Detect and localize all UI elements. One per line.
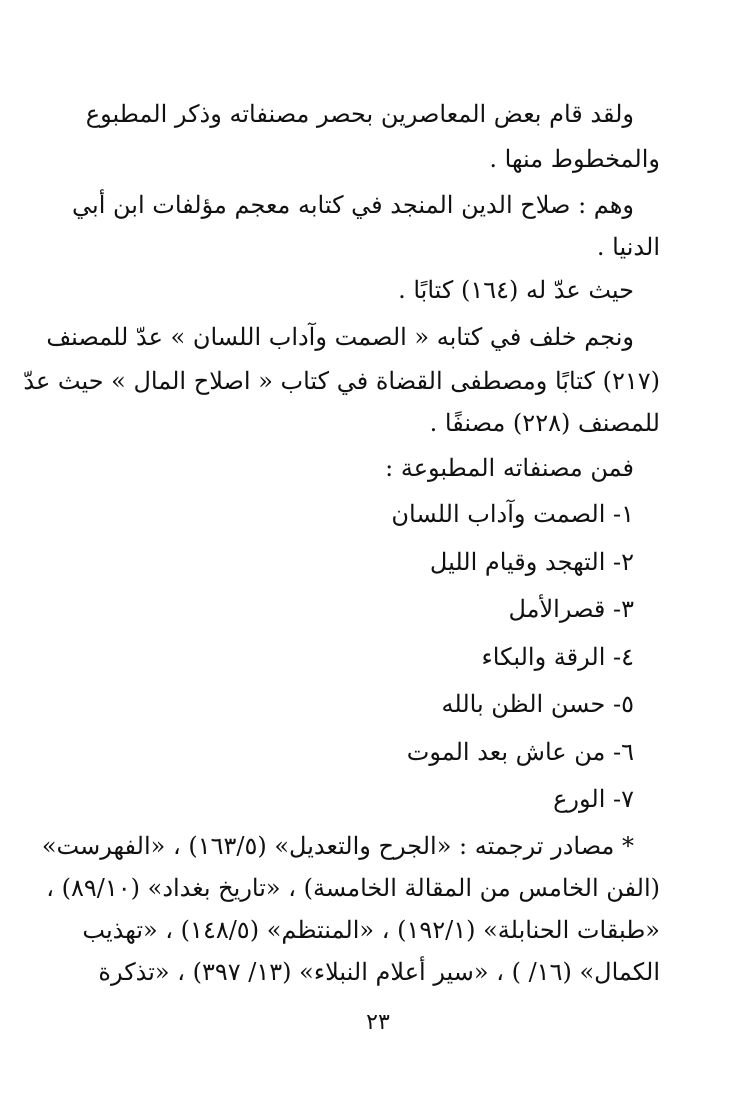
paragraph4-line2: (٢١٧) كتابًا ومصطفى القضاة في كتاب « اصلاح المال » حيث عدّ [23, 367, 660, 395]
paragraph1-line1: ولقد قام بعض المعاصرين بحصر مصنفاته وذكر المطبوع [85, 100, 634, 128]
printed-work-item: ١- الصمت وآداب اللسان [391, 500, 634, 528]
page-number: ٢٣ [366, 1010, 390, 1035]
sources-line3: «طبقات الحنابلة» (١٩٢/١) ، «المنتظم» (١٤٨/٥) ، «تهذيب [82, 916, 660, 944]
printed-work-item: ٢- التهجد وقيام الليل [429, 548, 634, 576]
printed-work-item: ٤- الرقة والبكاء [481, 643, 634, 671]
paragraph2-line1: وهم : صلاح الدين المنجد في كتابه معجم مؤلفات ابن أبي [72, 191, 634, 219]
paragraph2-line2: الدنيا . [596, 233, 660, 261]
paragraph4-line3: للمصنف (٢٢٨) مصنفًا . [429, 409, 660, 437]
printed-works-heading: فمن مصنفاته المطبوعة : [385, 454, 634, 482]
sources-line2: (الفن الخامس من المقالة الخامسة) ، «تاريخ بغداد» (٨٩/١٠) ، [46, 874, 660, 902]
printed-work-item: ٥- حسن الظن بالله [441, 690, 634, 718]
printed-work-item: ٣- قصرالأمل [508, 595, 634, 623]
sources-line1: * مصادر ترجمته : «الجرح والتعديل» (١٦٣/٥) ، «الفهرست» [41, 832, 634, 860]
paragraph4-line1: ونجم خلف في كتابه « الصمت وآداب اللسان » عدّ للمصنف [46, 323, 634, 351]
printed-work-item: ٧- الورع [553, 785, 634, 813]
paragraph3-line1: حيث عدّ له (١٦٤) كتابًا . [398, 276, 634, 304]
sources-line4: الكمال» (١٦/ ) ، «سير أعلام النبلاء» (١٣/ ٣٩٧) ، «تذكرة [98, 958, 660, 986]
paragraph1-line2: والمخطوط منها . [489, 145, 660, 173]
printed-work-item: ٦- من عاش بعد الموت [406, 738, 634, 766]
